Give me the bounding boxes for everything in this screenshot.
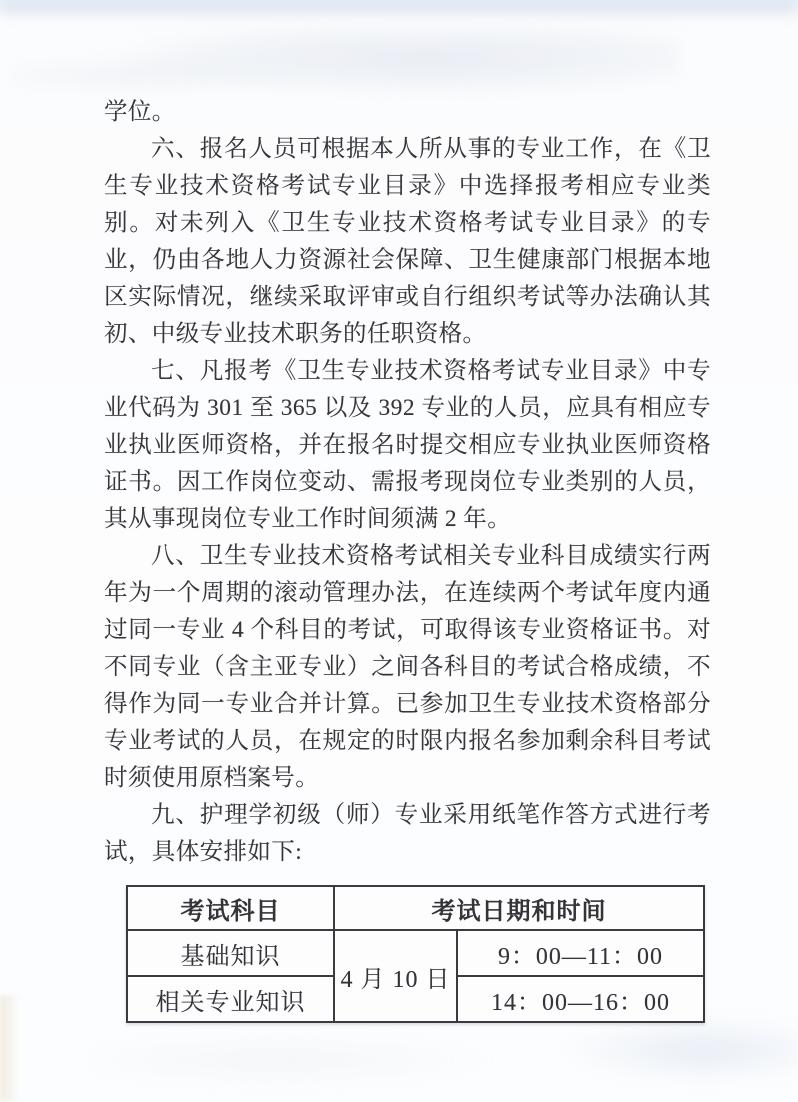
- paragraph-item-9: 九、护理学初级（师）专业采用纸笔作答方式进行考试，具体安排如下:: [104, 802, 711, 865]
- cell-exam-time-morning: 9：00—11：00: [457, 930, 704, 976]
- document-page: [104, 94, 711, 1023]
- scan-artifact-page-edge: [0, 995, 20, 1102]
- paragraph-degree-continuation: 学位。: [104, 99, 176, 125]
- paragraph-item-6: 六、报名人员可根据本人所从事的专业工作，在《卫生专业技术资格考试专业目录》中选择报考相应专业类别。对未列入《卫生专业技术资格考试专业目录》的专业，仍由各地人力资源社会保障、卫生健康部门根据本地区实际情况，继续采取评审或自行组织考试等办法确认其初、中级专业技术职务的任职资格。: [104, 136, 711, 347]
- table-header-row: [127, 886, 704, 930]
- table-row: [127, 930, 704, 976]
- cell-exam-date: 4 月 10 日: [334, 930, 457, 1022]
- scan-artifact-top-band: [0, 0, 798, 14]
- paragraph-item-7: 七、凡报考《卫生专业技术资格考试专业目录》中专业代码为 301 至 365 以及 392 专业的人员，应具有相应专业执业医师资格，并在报名时提交相应专业执业医师资格证书。因工作岗位变动、需报考现岗位专业类别的人员，其从事现岗位专业工作时间须满 2 年。: [104, 358, 711, 532]
- cell-exam-time-afternoon: 14：00—16：00: [457, 976, 704, 1022]
- scan-artifact-bottom-right: [560, 1015, 798, 1085]
- scan-artifact-bottom-middle: [90, 1030, 510, 1090]
- scan-artifact-ghost-text: [120, 28, 680, 94]
- cell-subject-related-professional: 相关专业知识: [127, 976, 334, 1022]
- paragraph-item-8: 八、卫生专业技术资格考试相关专业科目成绩实行两年为一个周期的滚动管理办法，在连续两个考试年度内通过同一专业 4 个科目的考试，可取得该专业资格证书。对不同专业（含主亚专业）之间各科目的考试合格成绩，不得作为同一专业合并计算。已参加卫生专业技术资格部分专业考试的人员，在规定的时限内报名参加剩余科目考试时须使用原档案号。: [104, 543, 711, 791]
- table-header-subject: 考试科目: [127, 886, 334, 930]
- exam-schedule-table: [126, 885, 705, 1023]
- scan-artifact-ghost-text-left: [10, 55, 310, 95]
- table-header-datetime: 考试日期和时间: [334, 886, 704, 930]
- cell-subject-basic-knowledge: 基础知识: [127, 930, 334, 976]
